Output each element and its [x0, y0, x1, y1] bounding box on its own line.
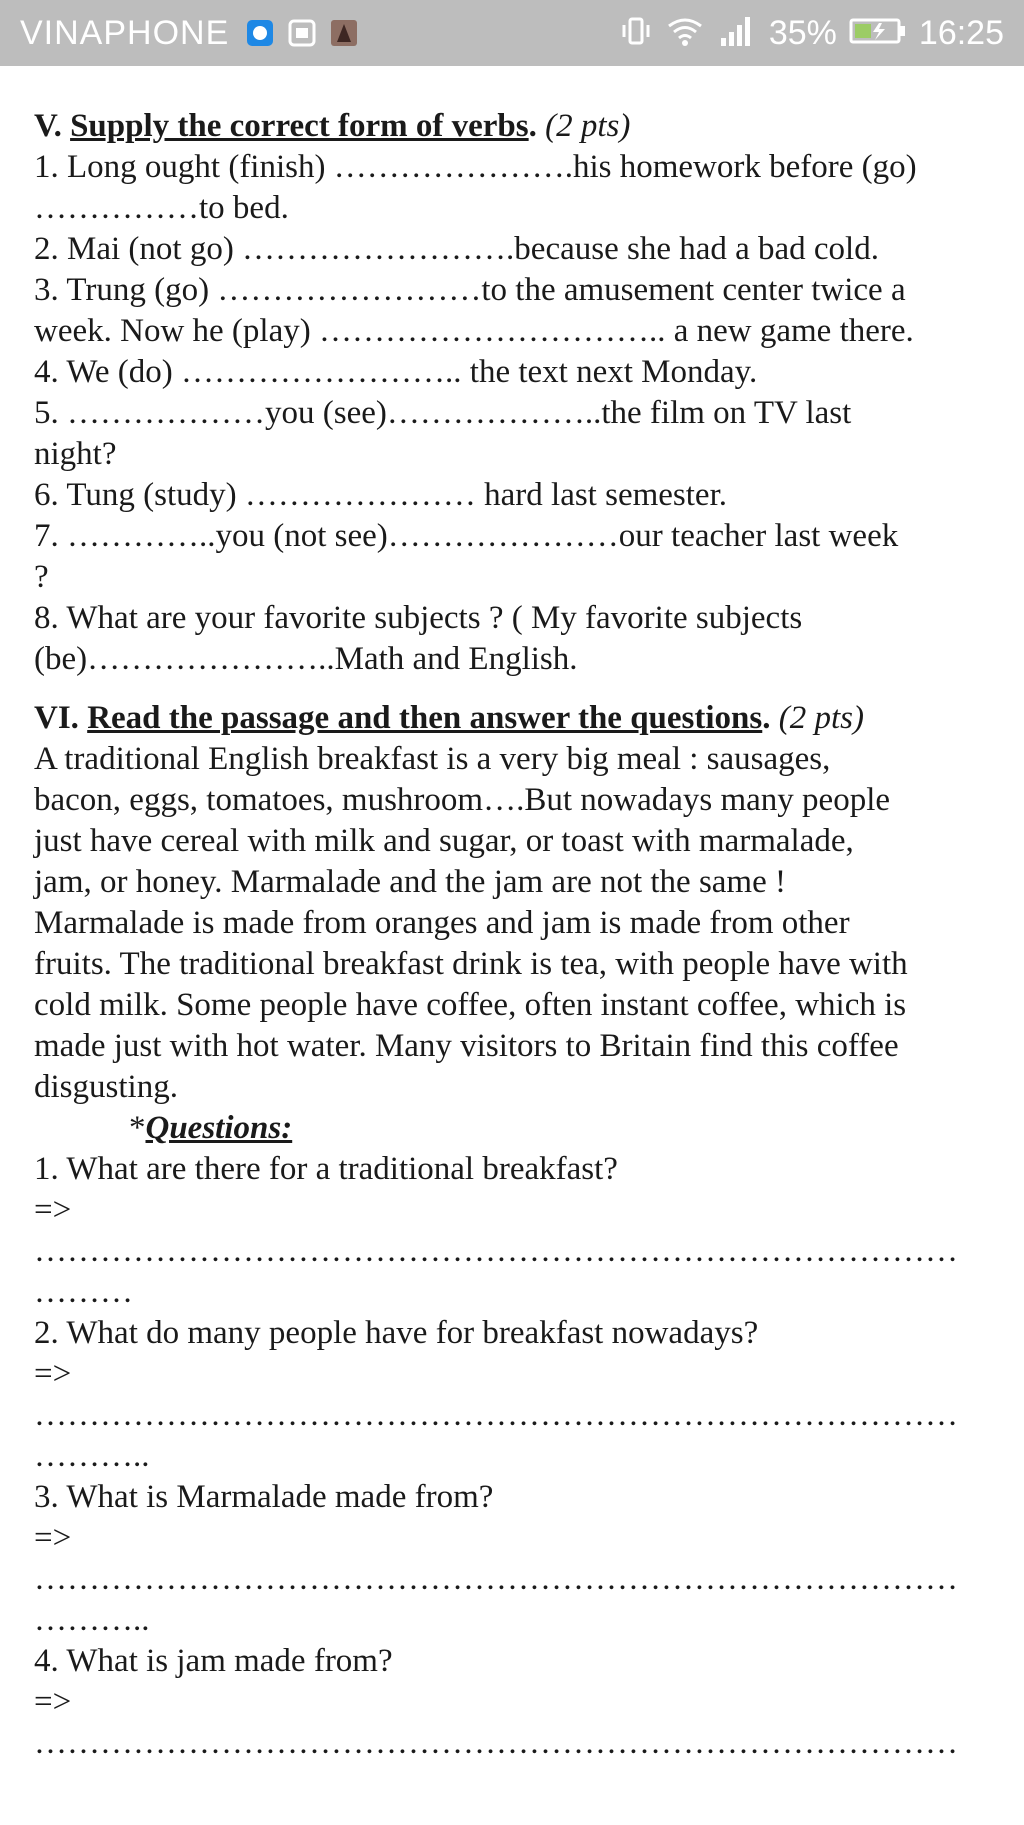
carrier-name: VINAPHONE: [20, 13, 230, 52]
exercise-line: ……………to bed.: [34, 190, 289, 226]
question-text: 4. What is jam made from?: [34, 1643, 393, 1679]
answer-line: …………………………………………………………………………: [34, 1233, 958, 1269]
section-verbs: [34, 106, 990, 680]
answer-line: …………………………………………………………………………: [34, 1725, 958, 1761]
exercise-line: 6. Tung (study) ………………… hard last semester.: [34, 477, 727, 513]
passage-line: just have cereal with milk and sugar, or toast with marmalade,: [34, 823, 854, 859]
questions-heading: [34, 1108, 990, 1149]
exercise-line: ?: [34, 559, 49, 595]
answer-line: ………: [34, 1274, 133, 1310]
answer-line: ………..: [34, 1602, 150, 1638]
status-bar-left: [20, 14, 371, 53]
exercise-line: 1. Long ought (finish) ………………….his homework before (go): [34, 149, 917, 185]
exercise-line: 4. We (do) …………………….. the text next Monday.: [34, 354, 758, 390]
exercise-line: 3. Trung (go) ……………………to the amusement center twice a: [34, 272, 906, 308]
section-points: (2 pts): [545, 108, 631, 144]
section-reading: [34, 698, 990, 1764]
section-number: VI.: [34, 700, 79, 736]
wifi-icon: [665, 14, 705, 53]
section-title: Read the passage and then answer the questions: [87, 700, 763, 736]
exercise-line: week. Now he (play) ………………………….. a new game there.: [34, 313, 914, 349]
answer-line: …………………………………………………………………………: [34, 1397, 958, 1433]
vibrate-icon: [619, 14, 653, 53]
exercise-line: 5. ………………you (see)………………..the film on TV last: [34, 395, 852, 431]
app-notification-icon: [329, 18, 359, 48]
questions-title: Questions:: [145, 1110, 293, 1146]
answer-arrow: =>: [34, 1356, 72, 1392]
passage-line: fruits. The traditional breakfast drink is tea, with people have with: [34, 946, 908, 982]
message-notification-icon: [245, 18, 275, 48]
passage-line: bacon, eggs, tomatoes, mushroom….But nowadays many people: [34, 782, 891, 818]
passage-line: A traditional English breakfast is a very big meal : sausages,: [34, 741, 831, 777]
status-bar: [0, 0, 1024, 66]
exercise-line: (be)…………………..Math and English.: [34, 641, 578, 677]
section-title-end: .: [762, 700, 771, 736]
passage-line: jam, or honey. Marmalade and the jam are not the same !: [34, 864, 786, 900]
exercise-line: 2. Mai (not go) …………………….because she had a bad cold.: [34, 231, 879, 267]
exercise-line: 8. What are your favorite subjects ? ( My favorite subjects: [34, 600, 803, 636]
section-number: V.: [34, 108, 62, 144]
exercise-line: 7. …………..you (not see)…………………our teacher last week: [34, 518, 899, 554]
exercise-line: night?: [34, 436, 117, 472]
document-page: [0, 66, 1024, 1764]
status-bar-right: [607, 14, 1004, 53]
section-title: Supply the correct form of verbs: [70, 108, 529, 144]
question-block: [34, 1477, 990, 1641]
section-title-end: .: [528, 108, 537, 144]
signal-icon: [717, 14, 757, 53]
clock: 16:25: [918, 13, 1004, 52]
question-block: [34, 1641, 990, 1764]
answer-arrow: =>: [34, 1684, 72, 1720]
passage-line: Marmalade is made from oranges and jam is made from other: [34, 905, 850, 941]
passage-line: made just with hot water. Many visitors to Britain find this coffee: [34, 1028, 899, 1064]
answer-arrow: =>: [34, 1192, 72, 1228]
questions-prefix: *: [129, 1110, 146, 1146]
passage-line: cold milk. Some people have coffee, often instant coffee, which is: [34, 987, 907, 1023]
answer-arrow: =>: [34, 1520, 72, 1556]
question-text: 3. What is Marmalade made from?: [34, 1479, 494, 1515]
section-heading: [34, 106, 990, 147]
section-heading: [34, 698, 990, 739]
passage-line: disgusting.: [34, 1069, 178, 1105]
question-text: 1. What are there for a traditional breakfast?: [34, 1151, 618, 1187]
answer-line: ………..: [34, 1438, 150, 1474]
gallery-notification-icon: [287, 18, 317, 48]
section-points: (2 pts): [778, 700, 865, 736]
battery-charging-icon: [849, 16, 907, 51]
battery-percent: 35%: [768, 13, 837, 52]
question-block: [34, 1149, 990, 1313]
question-block: [34, 1313, 990, 1477]
answer-line: …………………………………………………………………………: [34, 1561, 958, 1597]
question-text: 2. What do many people have for breakfast nowadays?: [34, 1315, 759, 1351]
